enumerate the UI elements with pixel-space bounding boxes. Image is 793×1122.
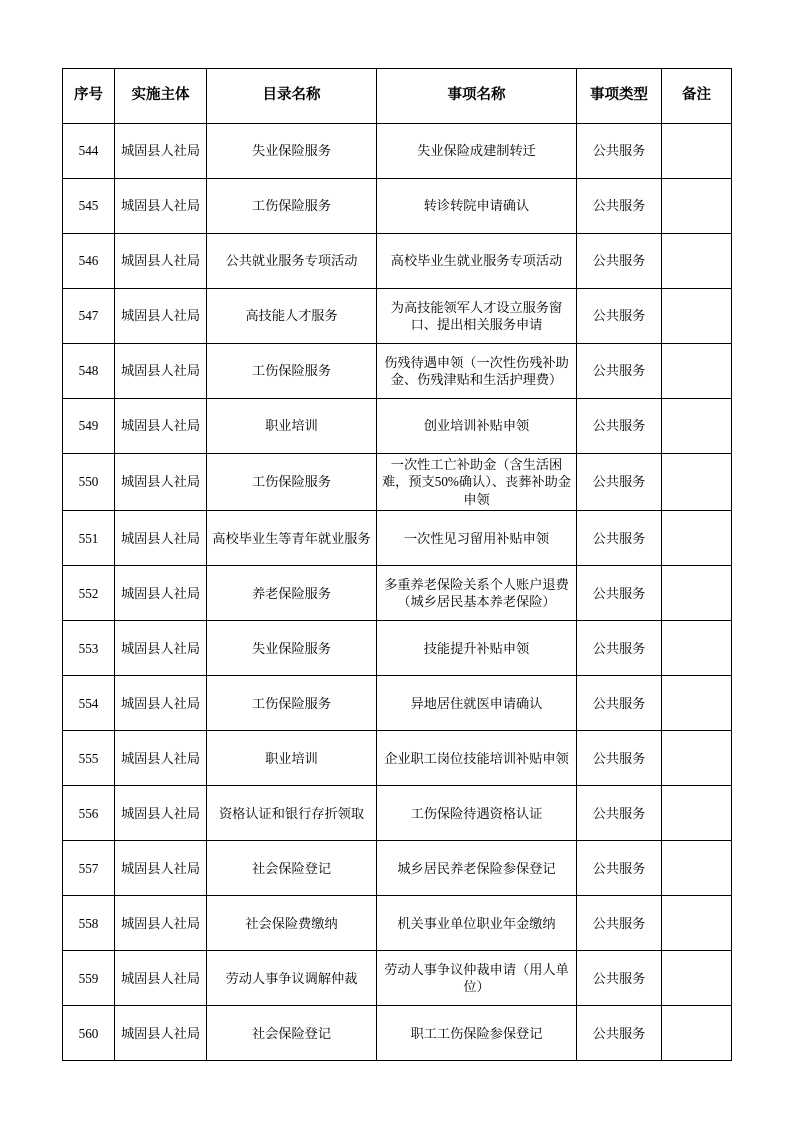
column-header-catalog: 目录名称 [207, 69, 377, 124]
cell-remark [662, 511, 732, 566]
cell-remark [662, 454, 732, 511]
cell-catalog: 劳动人事争议调解仲裁 [207, 951, 377, 1006]
cell-catalog: 失业保险服务 [207, 124, 377, 179]
cell-org: 城固县人社局 [115, 676, 207, 731]
cell-type: 公共服务 [577, 511, 662, 566]
cell-seq: 558 [63, 896, 115, 951]
cell-catalog: 社会保险登记 [207, 1006, 377, 1061]
table-row [63, 1006, 732, 1061]
cell-catalog: 工伤保险服务 [207, 344, 377, 399]
column-header-org: 实施主体 [115, 69, 207, 124]
cell-item: 失业保险成建制转迁 [377, 124, 577, 179]
cell-catalog: 社会保险登记 [207, 841, 377, 896]
cell-org: 城固县人社局 [115, 896, 207, 951]
table-header-row [63, 69, 732, 124]
cell-type: 公共服务 [577, 124, 662, 179]
service-catalog-table [62, 68, 732, 1061]
table-body [63, 124, 732, 1061]
column-header-remark: 备注 [662, 69, 732, 124]
table-row [63, 841, 732, 896]
cell-remark [662, 234, 732, 289]
cell-seq: 554 [63, 676, 115, 731]
cell-org: 城固县人社局 [115, 179, 207, 234]
cell-type: 公共服务 [577, 951, 662, 1006]
cell-org: 城固县人社局 [115, 786, 207, 841]
cell-org: 城固县人社局 [115, 1006, 207, 1061]
cell-item: 多重养老保险关系个人账户退费（城乡居民基本养老保险） [377, 566, 577, 621]
cell-remark [662, 179, 732, 234]
cell-remark [662, 951, 732, 1006]
cell-item: 劳动人事争议仲裁申请（用人单位） [377, 951, 577, 1006]
cell-seq: 544 [63, 124, 115, 179]
cell-type: 公共服务 [577, 289, 662, 344]
cell-seq: 548 [63, 344, 115, 399]
cell-catalog: 失业保险服务 [207, 621, 377, 676]
cell-seq: 553 [63, 621, 115, 676]
cell-item: 城乡居民养老保险参保登记 [377, 841, 577, 896]
cell-org: 城固县人社局 [115, 124, 207, 179]
cell-item: 机关事业单位职业年金缴纳 [377, 896, 577, 951]
cell-remark [662, 289, 732, 344]
cell-org: 城固县人社局 [115, 951, 207, 1006]
table-row [63, 511, 732, 566]
cell-item: 工伤保险待遇资格认证 [377, 786, 577, 841]
cell-org: 城固县人社局 [115, 344, 207, 399]
cell-type: 公共服务 [577, 621, 662, 676]
cell-seq: 552 [63, 566, 115, 621]
cell-org: 城固县人社局 [115, 399, 207, 454]
cell-remark [662, 124, 732, 179]
cell-type: 公共服务 [577, 179, 662, 234]
table-row [63, 786, 732, 841]
table-row [63, 951, 732, 1006]
cell-item: 一次性见习留用补贴申领 [377, 511, 577, 566]
cell-remark [662, 344, 732, 399]
table-row [63, 234, 732, 289]
cell-seq: 546 [63, 234, 115, 289]
cell-org: 城固县人社局 [115, 566, 207, 621]
table-header [63, 69, 732, 124]
cell-seq: 559 [63, 951, 115, 1006]
column-header-item: 事项名称 [377, 69, 577, 124]
cell-remark [662, 566, 732, 621]
cell-catalog: 养老保险服务 [207, 566, 377, 621]
cell-type: 公共服务 [577, 896, 662, 951]
cell-item: 为高技能领军人才设立服务窗口、提出相关服务申请 [377, 289, 577, 344]
cell-catalog: 工伤保险服务 [207, 179, 377, 234]
cell-type: 公共服务 [577, 399, 662, 454]
cell-catalog: 职业培训 [207, 399, 377, 454]
cell-catalog: 工伤保险服务 [207, 454, 377, 511]
cell-item: 技能提升补贴申领 [377, 621, 577, 676]
cell-catalog: 公共就业服务专项活动 [207, 234, 377, 289]
cell-remark [662, 731, 732, 786]
cell-org: 城固县人社局 [115, 234, 207, 289]
column-header-type: 事项类型 [577, 69, 662, 124]
cell-catalog: 资格认证和银行存折领取 [207, 786, 377, 841]
cell-item: 高校毕业生就业服务专项活动 [377, 234, 577, 289]
cell-org: 城固县人社局 [115, 289, 207, 344]
cell-catalog: 社会保险费缴纳 [207, 896, 377, 951]
cell-seq: 550 [63, 454, 115, 511]
cell-org: 城固县人社局 [115, 731, 207, 786]
cell-seq: 557 [63, 841, 115, 896]
cell-seq: 547 [63, 289, 115, 344]
cell-remark [662, 786, 732, 841]
cell-seq: 545 [63, 179, 115, 234]
cell-type: 公共服务 [577, 344, 662, 399]
table-row [63, 179, 732, 234]
table-row [63, 896, 732, 951]
cell-seq: 560 [63, 1006, 115, 1061]
cell-org: 城固县人社局 [115, 511, 207, 566]
cell-type: 公共服务 [577, 676, 662, 731]
cell-type: 公共服务 [577, 566, 662, 621]
cell-org: 城固县人社局 [115, 454, 207, 511]
table-row [63, 566, 732, 621]
cell-type: 公共服务 [577, 731, 662, 786]
table-row [63, 344, 732, 399]
cell-org: 城固县人社局 [115, 621, 207, 676]
cell-type: 公共服务 [577, 454, 662, 511]
table-row [63, 731, 732, 786]
cell-catalog: 职业培训 [207, 731, 377, 786]
cell-remark [662, 841, 732, 896]
table-row [63, 454, 732, 511]
cell-org: 城固县人社局 [115, 841, 207, 896]
cell-item: 企业职工岗位技能培训补贴申领 [377, 731, 577, 786]
table-row [63, 621, 732, 676]
column-header-seq: 序号 [63, 69, 115, 124]
cell-seq: 556 [63, 786, 115, 841]
cell-remark [662, 896, 732, 951]
cell-remark [662, 676, 732, 731]
cell-remark [662, 1006, 732, 1061]
cell-item: 转诊转院申请确认 [377, 179, 577, 234]
cell-seq: 549 [63, 399, 115, 454]
cell-seq: 551 [63, 511, 115, 566]
cell-type: 公共服务 [577, 234, 662, 289]
cell-item: 伤残待遇申领（一次性伤残补助金、伤残津贴和生活护理费） [377, 344, 577, 399]
cell-catalog: 高校毕业生等青年就业服务 [207, 511, 377, 566]
cell-catalog: 高技能人才服务 [207, 289, 377, 344]
cell-type: 公共服务 [577, 841, 662, 896]
cell-type: 公共服务 [577, 786, 662, 841]
cell-type: 公共服务 [577, 1006, 662, 1061]
cell-item: 职工工伤保险参保登记 [377, 1006, 577, 1061]
cell-item: 异地居住就医申请确认 [377, 676, 577, 731]
cell-item: 创业培训补贴申领 [377, 399, 577, 454]
cell-item: 一次性工亡补助金（含生活困难，预支50%确认）、丧葬补助金申领 [377, 454, 577, 511]
cell-catalog: 工伤保险服务 [207, 676, 377, 731]
table-row [63, 676, 732, 731]
table-row [63, 124, 732, 179]
cell-remark [662, 399, 732, 454]
cell-remark [662, 621, 732, 676]
table-row [63, 399, 732, 454]
cell-seq: 555 [63, 731, 115, 786]
table-row [63, 289, 732, 344]
